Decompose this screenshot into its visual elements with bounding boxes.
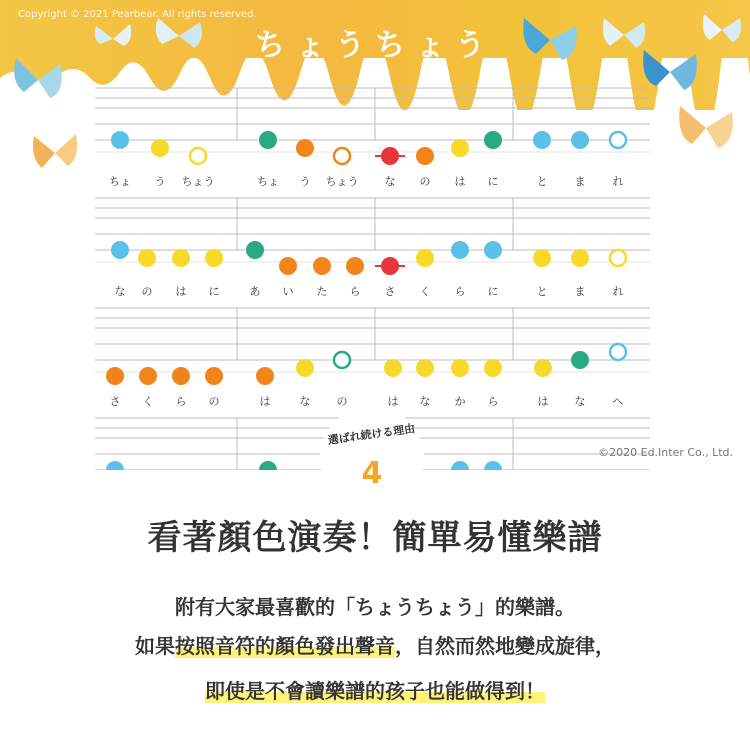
lyric-syllable: と: [536, 285, 548, 298]
lyric-syllable: く: [419, 285, 431, 298]
lyric-syllable: の: [208, 395, 220, 408]
lyric-syllable: に: [208, 285, 220, 298]
note-hollow-yellow: [610, 250, 626, 266]
lyric-syllable: れ: [612, 285, 624, 298]
lyric-syllable: ま: [574, 285, 586, 298]
note-orange: [205, 367, 223, 385]
lyric-syllable: か: [454, 395, 466, 408]
lyric-syllable: ちょ: [257, 175, 279, 188]
lyric-syllable: ら: [175, 395, 187, 408]
note-yellow: [571, 249, 589, 267]
lyric-syllable: な: [114, 285, 126, 298]
note-blue: [451, 241, 469, 259]
copyright-text: Copyright © 2021 Pearbear. All rights reserved.: [18, 9, 257, 20]
note-orange: [313, 257, 331, 275]
note-hollow-green: [334, 352, 350, 368]
note-blue: [533, 131, 551, 149]
note-blue: [111, 241, 129, 259]
lyric-syllable: ら: [487, 395, 499, 408]
lyric-syllable: さ: [109, 395, 121, 408]
lyric-syllable: の: [336, 395, 348, 408]
lyric-syllable: ま: [574, 175, 586, 188]
note-yellow: [416, 359, 434, 377]
lyric-syllable: は: [537, 395, 549, 408]
lyric-syllable: ら: [454, 285, 466, 298]
lyric-syllable: は: [259, 395, 271, 408]
body-line-1: 附有大家最喜歡的「ちょうちょう」的樂譜。: [175, 595, 575, 619]
note-blue: [111, 131, 129, 149]
note-orange: [279, 257, 297, 275]
lyric-syllable: ちょ: [109, 175, 131, 188]
lyric-syllable: う: [299, 175, 311, 188]
body-line-2-pre: 如果: [135, 634, 175, 658]
lyric-syllable: ちょう: [325, 175, 359, 188]
badge-caption: 選ばれ続ける理由: [327, 421, 416, 448]
note-yellow: [484, 359, 502, 377]
publisher-credit: ©2020 Ed.Inter Co., Ltd.: [598, 446, 733, 459]
lyric-syllable: な: [299, 395, 311, 408]
body-line-3: [0, 675, 750, 704]
note-yellow: [384, 359, 402, 377]
note-yellow: [205, 249, 223, 267]
body-line-2-post: ，自然而然地變成旋律，: [395, 634, 615, 658]
lyric-syllable: に: [487, 175, 499, 188]
note-yellow: [151, 139, 169, 157]
note-yellow: [451, 139, 469, 157]
lyric-syllable: あ: [249, 285, 261, 298]
lyric-syllable: た: [316, 285, 328, 298]
lyric-syllable: れ: [612, 175, 624, 188]
badge-number: 4: [361, 456, 383, 491]
note-hollow-yellow: [190, 148, 206, 164]
note-hollow-orange: [334, 148, 350, 164]
lyric-syllable: は: [175, 285, 187, 298]
lyric-syllable: う: [154, 175, 166, 188]
note-orange: [296, 139, 314, 157]
note-hollow-blue: [610, 344, 626, 360]
note-yellow: [451, 359, 469, 377]
lyric-syllable: な: [384, 175, 396, 188]
lyric-syllable: へ: [612, 395, 624, 408]
note-hollow-blue: [610, 132, 626, 148]
headline: 看著顏色演奏！簡單易懂樂譜: [147, 518, 603, 558]
body-line-2: [0, 630, 750, 659]
note-blue: [571, 131, 589, 149]
lyric-syllable: ら: [349, 285, 361, 298]
lyric-syllable: と: [536, 175, 548, 188]
lyric-syllable: に: [487, 285, 499, 298]
note-green: [571, 351, 589, 369]
lyric-syllable: は: [387, 395, 399, 408]
note-green: [246, 241, 264, 259]
note-blue: [484, 241, 502, 259]
note-yellow: [296, 359, 314, 377]
note-yellow: [172, 249, 190, 267]
song-title: ちょうちょう: [255, 28, 495, 63]
body-line-3-text: 即使是不會讀樂譜的孩子也能做得到！: [205, 679, 545, 703]
note-yellow: [138, 249, 156, 267]
note-yellow: [416, 249, 434, 267]
note-orange: [346, 257, 364, 275]
body-line-2-highlight: 按照音符的顏色發出聲音: [175, 634, 395, 658]
lyric-syllable: ちょう: [181, 175, 215, 188]
lyric-syllable: の: [419, 175, 431, 188]
lyric-syllable: な: [419, 395, 431, 408]
note-green: [259, 131, 277, 149]
note-yellow: [533, 249, 551, 267]
note-orange: [106, 367, 124, 385]
note-orange: [416, 147, 434, 165]
lyric-syllable: は: [454, 175, 466, 188]
note-orange: [256, 367, 274, 385]
note-orange: [172, 367, 190, 385]
note-green: [484, 131, 502, 149]
lyric-syllable: さ: [384, 285, 396, 298]
lyric-syllable: の: [141, 285, 153, 298]
lyric-syllable: な: [574, 395, 586, 408]
note-yellow: [534, 359, 552, 377]
lyric-syllable: く: [142, 395, 154, 408]
note-orange: [139, 367, 157, 385]
lyric-syllable: い: [282, 285, 294, 298]
